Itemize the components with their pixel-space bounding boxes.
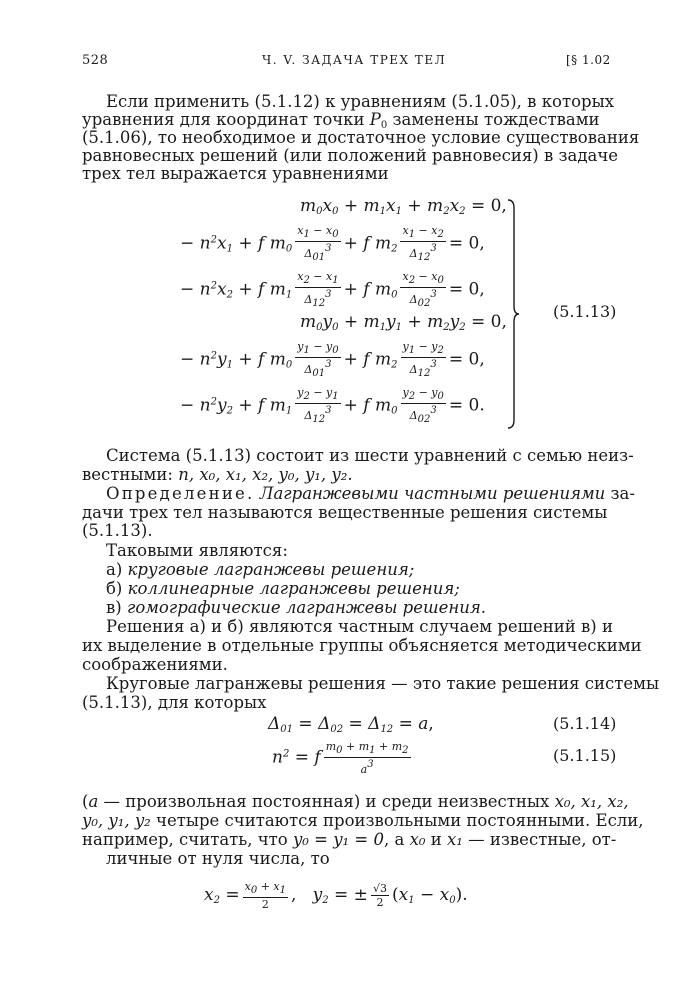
list-item-b: б) коллинеарные лагранжевы решения; [106,579,460,598]
system-eq-5: − $n^2y_1 + f$ $m_0$ $\frac{y_1 - y_0}{\Delta_{01}^3}$ + f $m_2$ $\frac{y_1 - y_2}{\Delta_{12}^3}$ = 0, [180,340,485,379]
equation-number-5-1-15: (5.1.15) [553,746,617,765]
intro-line-3: (5.1.06), то необходимое и достаточное условие существования [82,128,640,147]
system-text-line-2: вестными: n, x₀, x₁, x₂, y₀, y₁, y₂. [82,465,353,484]
intro-line-1: Если применить (5.1.12) к уравнениям (5.1.05), в которых [106,92,615,111]
page-number: 528 [82,53,109,68]
closing-line-1: (a — произвольная постоянная) и среди неизвестных x₀, x₁, x₂, [82,792,629,811]
closing-line-2: y₀, y₁, y₂ четыре считаются произвольными постоянными. Если, [82,811,644,830]
equation-5-1-14: $\Delta_{01} = \Delta_{02} = \Delta_{12} = a$, [268,714,434,735]
definition-line-1: Определение. Лагранжевыми частными решениями за- [106,484,635,503]
system-eq-6: − $n^2y_2 + f$ $m_1$ $\frac{y_2 - y_1}{\Delta_{12}^3}$ + f $m_0$ $\frac{y_2 - y_0}{\Delta_{02}^3}$ = 0. [180,386,485,425]
system-eq-4: $m_0y_0 + m_1y_1 + m_2y_2 = 0$, [300,312,507,333]
circular-line-1: Круговые лагранжевы решения — это такие решения системы [106,674,660,693]
note-line-1: Решения а) и б) являются частным случаем решений в) и [106,617,613,636]
intro-line-2: уравнения для координат точки $P_0$ заменены тождествами [82,110,600,131]
system-text-line-1: Система (5.1.13) состоит из шести уравнений с семью неиз- [106,446,634,465]
system-eq-1: $m_0x_0 + m_1x_1 + m_2x_2 = 0$, [300,196,507,217]
right-brace [506,198,520,430]
definition-line-2: дачи трех тел называются вещественные решения системы [82,503,608,522]
final-equations: $x_2$ = $\frac{x_0 + x_1}{2}$ , $y_2$ = ± $\frac{√3}{2}$ $(x_1 - x_0)$. [204,880,468,911]
list-item-c: в) гомографические лагранжевы решения. [106,598,487,617]
note-line-2: их выделение в отдельные группы объясняется методическими [82,636,642,655]
definition-line-3: (5.1.13). [82,521,153,540]
list-item-a: а) круговые лагранжевы решения; [106,560,415,579]
system-eq-3: − $n^2x_2 + f$ $m_1$ $\frac{x_2 - x_1}{\Delta_{12}^3}$ + f $m_0$ $\frac{x_2 - x_0}{\Delta_{02}^3}$ = 0, [180,270,485,309]
note-line-3: соображениями. [82,655,228,674]
definition-label: Определение. [106,484,255,503]
equation-5-1-15: $n^2 = f$ $\frac{m_0 + m_1 + m_2}{a^3}$ [272,740,409,776]
circular-line-2: (5.1.13), для которых [82,693,267,712]
section-marker: [§ 1.02 [566,53,611,67]
closing-line-4: личные от нуля числа, то [106,849,330,868]
intro-line-5: трех тел выражается уравнениями [82,164,389,183]
list-intro: Таковыми являются: [106,541,288,560]
system-eq-2: − $n^2x_1 + f$ $m_0$ $\frac{x_1 - x_0}{\Delta_{01}^3}$ + f $m_2$ $\frac{x_1 - x_2}{\Delta_{12}^3}$ = 0, [180,224,485,263]
equation-number-5-1-13: (5.1.13) [553,302,617,321]
intro-line-4: равновесных решений (или положений равновесия) в задаче [82,146,618,165]
running-title: Ч. V. ЗАДАЧА ТРЕХ ТЕЛ [262,53,447,67]
closing-line-3: например, считать, что y₀ = y₁ = 0, а x₀ и x₁ — известные, от- [82,830,617,849]
equation-number-5-1-14: (5.1.14) [553,714,617,733]
